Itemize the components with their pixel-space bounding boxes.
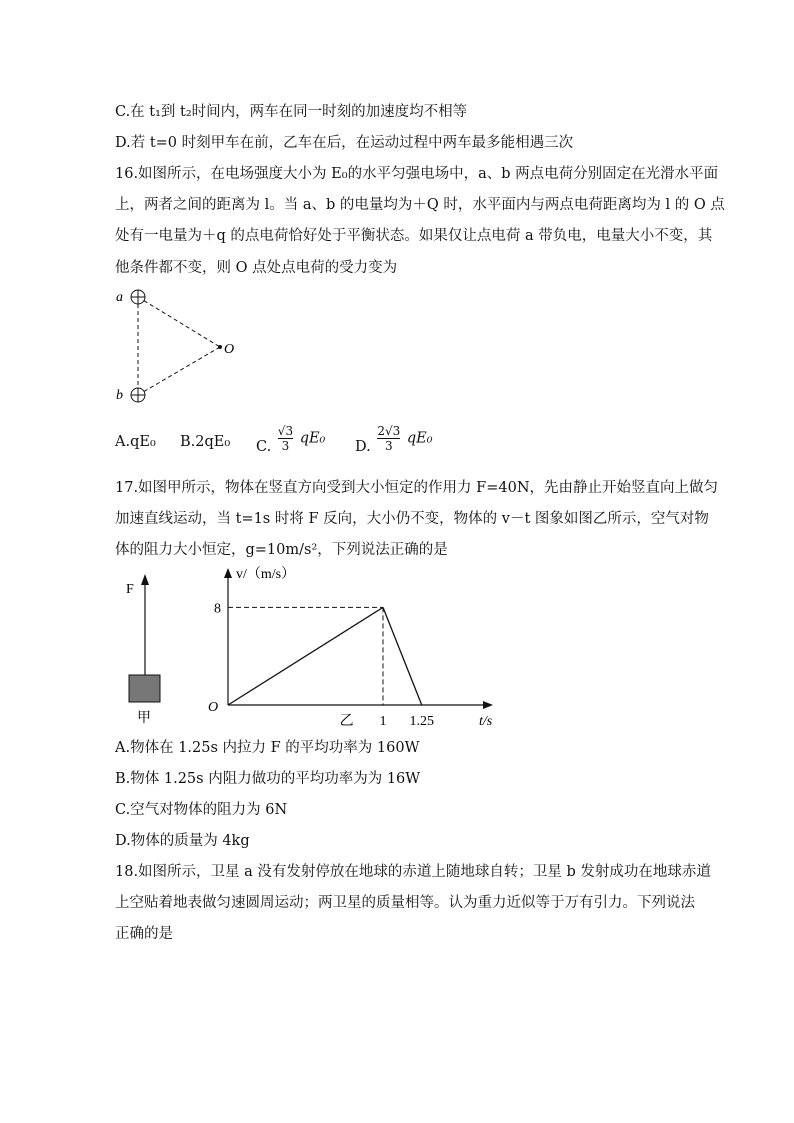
q16-stem-line-1: 16.如图所示，在电场强度大小为 E₀的水平匀强电场中，a、b 两点电荷分别固定在光滑水平面 — [115, 166, 719, 182]
label-a: a — [116, 290, 123, 305]
q15-option-c: C.在 t₁到 t₂时间内，两车在同一时刻的加速度均不相等 — [115, 104, 468, 120]
q17-option-c: C.空气对物体的阻力为 6N — [115, 802, 288, 818]
q17-stem-line-2: 加速直线运动，当 t=1s 时将 F 反向，大小仍不变，物体的 v－t 图象如图乙所示，空气对物 — [115, 511, 709, 527]
q16-option-d — [355, 424, 433, 453]
q17-option-b: B.物体 1.25s 内阻力做功的平均功率为为 16W — [115, 771, 421, 787]
chart-caption: 乙 — [339, 714, 354, 729]
force-arrow-icon — [141, 574, 149, 585]
point-o-icon — [218, 345, 222, 349]
q16-option-c — [256, 424, 325, 453]
q17-force-diagram — [115, 570, 185, 728]
charge-b-icon — [131, 388, 145, 402]
q16-option-a: A.qE₀ — [115, 434, 156, 450]
y-tick-label: 8 — [214, 601, 221, 617]
q17-stem-line-3: 体的阻力大小恒定，g=10m/s²，下列说法正确的是 — [115, 542, 448, 558]
edge-bo — [138, 347, 220, 395]
q16-stem-line-4: 他条件都不变，则 O 点处点电荷的受力变为 — [115, 260, 398, 276]
force-label: F — [126, 582, 134, 597]
y-axis-label: v/（m/s） — [236, 567, 296, 582]
q16-charge-diagram — [110, 285, 250, 410]
edge-ao — [138, 297, 220, 347]
q17-vt-chart — [200, 560, 510, 730]
caption-jia: 甲 — [137, 711, 151, 726]
y-axis-arrow-icon — [224, 568, 232, 578]
q18-stem-line-3: 正确的是 — [115, 926, 173, 942]
x-axis-label: t/s — [479, 714, 493, 729]
x-tick-label: 1.25 — [409, 714, 434, 729]
q16-option-d-tail: qE₀ — [406, 430, 433, 447]
q16-option-c-numerator: √3 — [277, 424, 294, 438]
q16-option-c-denominator: 3 — [281, 439, 290, 453]
q17-stem-line-1: 17.如图甲所示，物体在竖直方向受到大小恒定的作用力 F=40N，先由静止开始竖直向上做匀 — [115, 480, 719, 496]
label-o: O — [224, 342, 235, 357]
q17-option-d: D.物体的质量为 4kg — [115, 833, 250, 849]
q15-option-d: D.若 t=0 时刻甲车在前，乙车在后，在运动过程中两车最多能相遇三次 — [115, 135, 574, 151]
q16-option-d-prefix: D. — [355, 438, 371, 455]
q16-stem-line-2: 上，两者之间的距离为 l。当 a、b 的电量均为＋Q 时，水平面内与两点电荷距离均为 l 的 O 点 — [115, 197, 725, 213]
origin-label: O — [208, 700, 219, 715]
q18-stem-line-2: 上空贴着地表做匀速圆周运动；两卫星的质量相等。认为重力近似等于万有引力。下列说法 — [115, 895, 695, 911]
label-b: b — [116, 388, 123, 403]
series-segment — [228, 607, 383, 705]
q17-option-a: A.物体在 1.25s 内拉力 F 的平均功率为 160W — [115, 740, 420, 756]
charge-a-icon — [131, 290, 145, 304]
q16-option-d-numerator: 2√3 — [377, 424, 401, 438]
block-icon — [129, 675, 160, 702]
q16-option-c-prefix: C. — [256, 438, 272, 455]
q18-stem-line-1: 18.如图所示，卫星 a 没有发射停放在地球的赤道上随地球自转；卫星 b 发射成功在地球赤道 — [115, 864, 711, 880]
q16-stem-line-3: 处有一电量为＋q 的点电荷恰好处于平衡状态。如果仅让点电荷 a 带负电，电量大小不变，其 — [115, 228, 713, 244]
q16-option-c-tail: qE₀ — [299, 430, 326, 447]
q16-option-d-denominator: 3 — [384, 439, 393, 453]
x-tick-label: 1 — [379, 714, 387, 729]
q16-option-b: B.2qE₀ — [180, 434, 231, 450]
x-axis-arrow-icon — [483, 701, 493, 709]
series-segment — [383, 607, 422, 705]
